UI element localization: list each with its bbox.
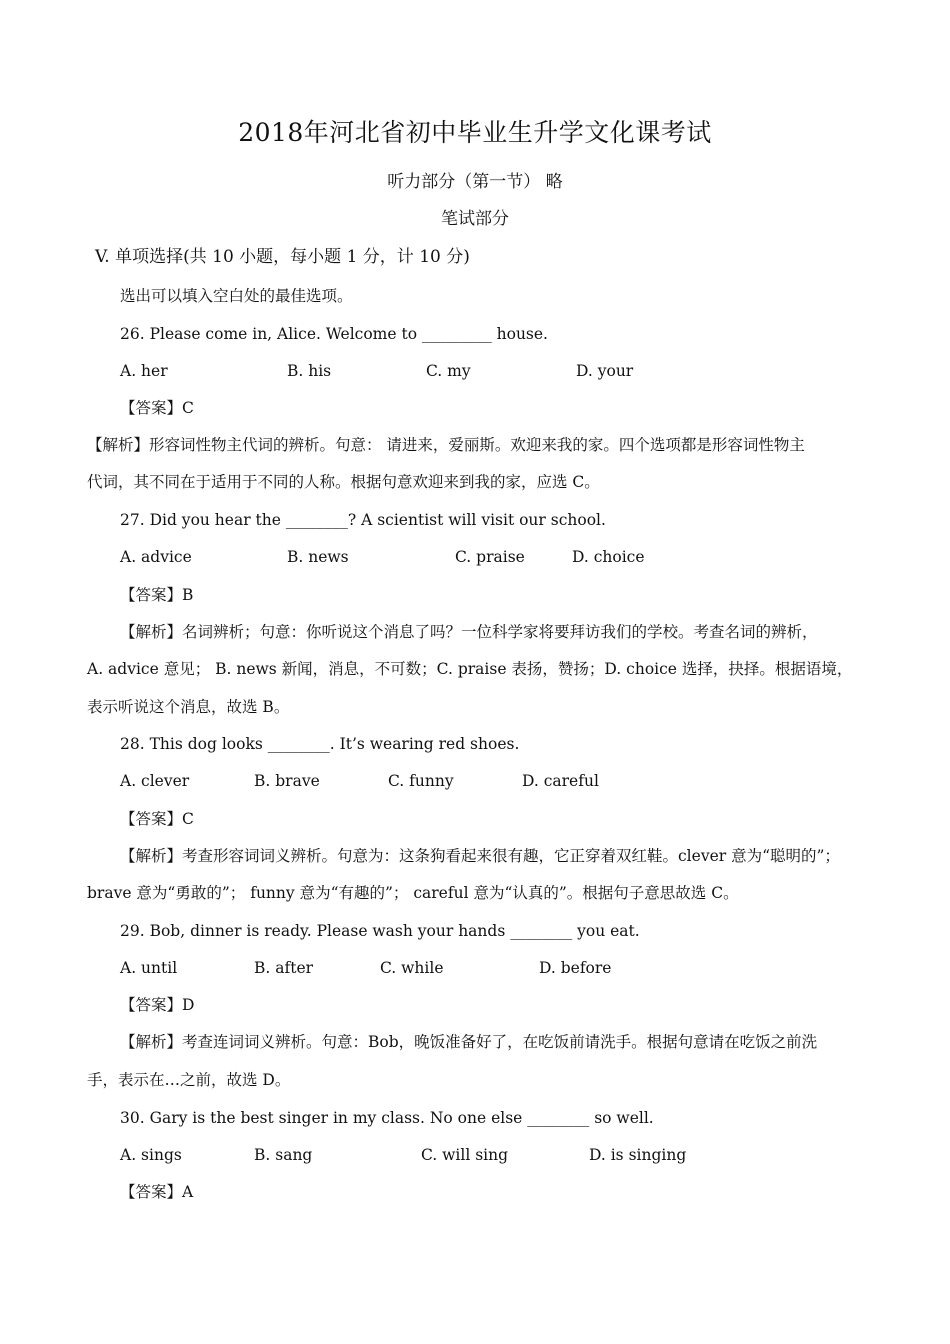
analysis-line: 【解析】形容词性物主代词的辨析。句意： 请进来，爱丽斯。欢迎来我的家。四个选项都是形容词性物主 — [87, 436, 805, 454]
option-d: D. before — [539, 959, 612, 977]
option-b: B. brave — [254, 772, 320, 790]
analysis-line: 【解析】名词辨析；句意：你听说这个消息了吗？一位科学家将要拜访我们的学校。考查名词的辨析， — [120, 623, 818, 641]
analysis-line: 手，表示在…之前，故选 D。 — [87, 1071, 291, 1089]
section-instruction: 选出可以填入空白处的最佳选项。 — [120, 287, 353, 305]
question-stem: 28. This dog looks ________. It’s wearing red shoes. — [120, 735, 520, 753]
option-b: B. his — [287, 362, 332, 380]
exam-title: 2018年河北省初中毕业生升学文化课考试 — [238, 118, 712, 147]
option-c: C. while — [380, 959, 444, 977]
answer-label: 【答案】C — [120, 810, 194, 828]
question-stem: 30. Gary is the best singer in my class. No one else ________ so well. — [120, 1109, 654, 1127]
answer-label: 【答案】D — [120, 996, 195, 1014]
option-d: D. careful — [522, 772, 599, 790]
analysis-line: 【解析】考查形容词词义辨析。句意为：这条狗看起来很有趣，它正穿着双红鞋。clever 意为“聪明的”； — [120, 847, 840, 865]
option-c: C. praise — [455, 548, 525, 566]
option-c: C. will sing — [421, 1146, 509, 1164]
answer-label: 【答案】B — [120, 586, 194, 604]
question-stem: 27. Did you hear the ________? A scientist will visit our school. — [120, 511, 606, 529]
option-c: C. my — [426, 362, 471, 380]
answer-label: 【答案】A — [120, 1183, 194, 1201]
analysis-line: A. advice 意见； B. news 新闻，消息，不可数；C. praise 表扬，赞扬；D. choice 选择，抉择。根据语境， — [87, 660, 853, 678]
option-d: D. choice — [572, 548, 645, 566]
answer-label: 【答案】C — [120, 399, 194, 417]
option-a: A. her — [120, 362, 168, 380]
option-d: D. your — [576, 362, 634, 380]
analysis-line: 【解析】考查连词词义辨析。句意：Bob，晚饭准备好了，在吃饭前请洗手。根据句意请在吃饭之前洗 — [120, 1033, 818, 1051]
option-c: C. funny — [388, 772, 454, 790]
option-a: A. clever — [120, 772, 190, 790]
option-b: B. sang — [254, 1146, 313, 1164]
analysis-line: 代词，其不同在于适用于不同的人称。根据句意欢迎来到我的家，应选 C。 — [87, 473, 600, 491]
analysis-line: brave 意为“勇敢的”； funny 意为“有趣的”； careful 意为“认真的”。根据句子意思故选 C。 — [87, 884, 739, 902]
option-b: B. after — [254, 959, 314, 977]
option-b: B. news — [287, 548, 349, 566]
question-stem: 26. Please come in, Alice. Welcome to _________ house. — [120, 325, 548, 343]
written-part-heading: 笔试部分 — [441, 209, 509, 229]
option-d: D. is singing — [589, 1146, 687, 1164]
analysis-line: 表示听说这个消息，故选 B。 — [87, 698, 290, 716]
option-a: A. sings — [120, 1146, 182, 1164]
section-heading: V. 单项选择(共 10 小题，每小题 1 分，计 10 分) — [95, 247, 470, 267]
option-a: A. until — [120, 959, 178, 977]
question-stem: 29. Bob, dinner is ready. Please wash your hands ________ you eat. — [120, 922, 640, 940]
listening-part-note: 听力部分（第一节） 略 — [387, 172, 563, 192]
option-a: A. advice — [120, 548, 192, 566]
